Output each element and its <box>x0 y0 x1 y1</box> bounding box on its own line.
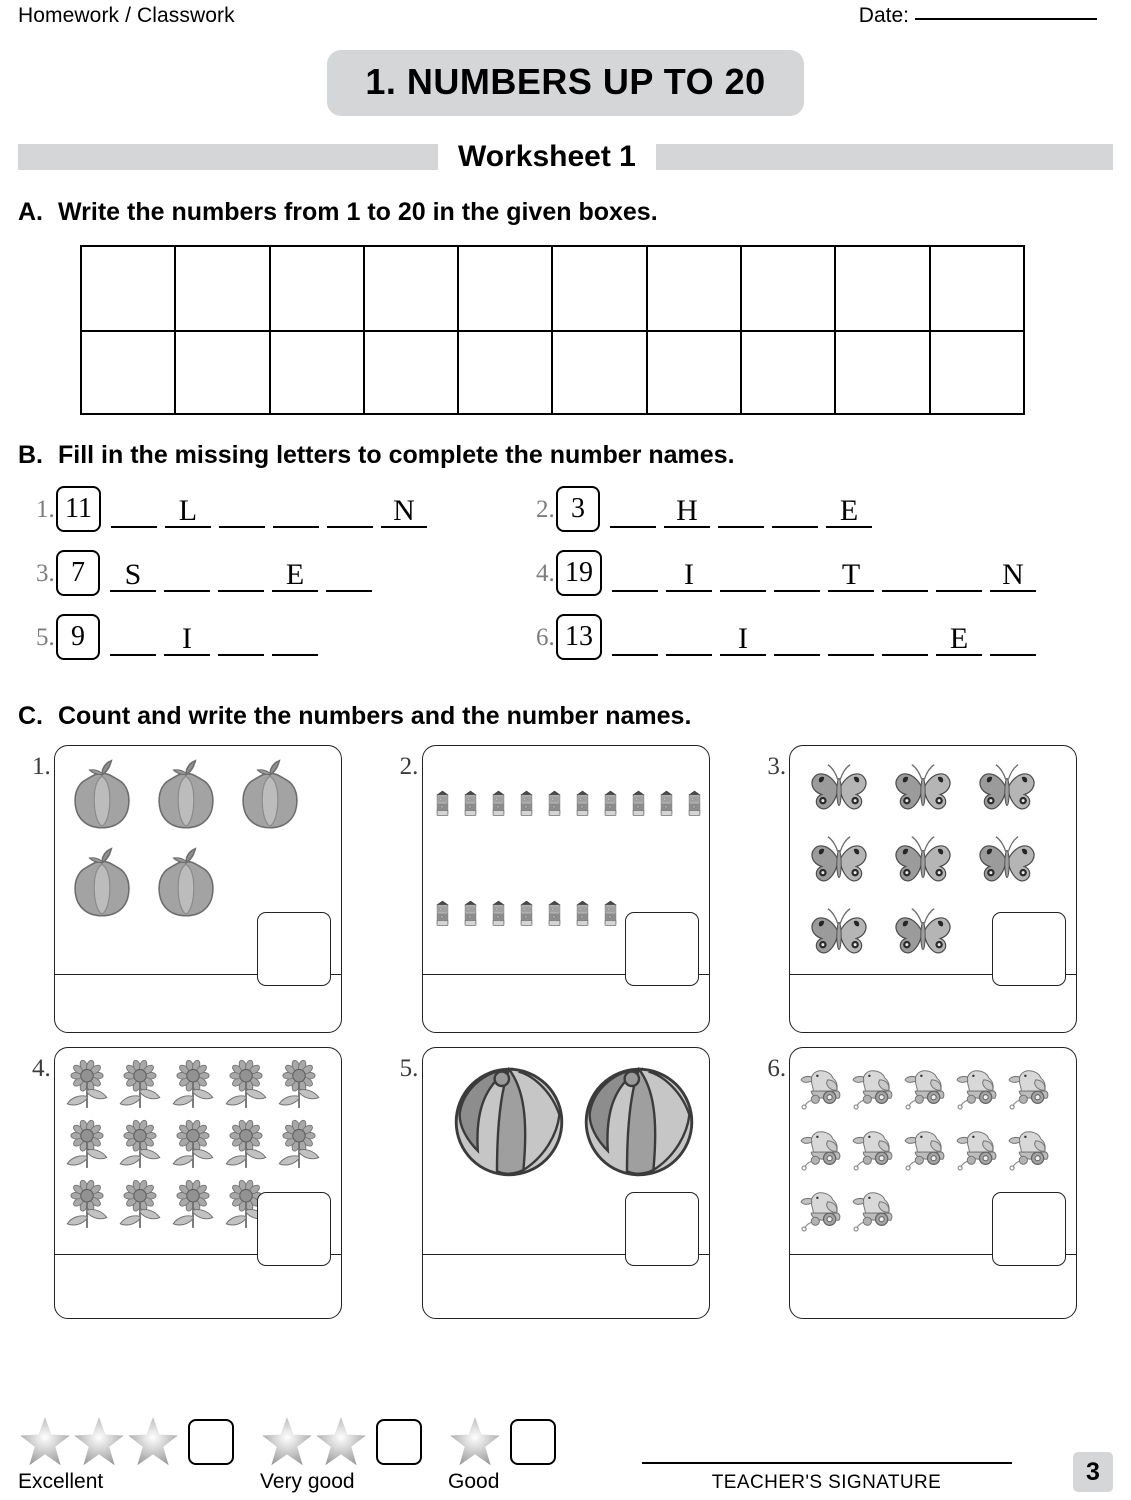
letter-blank[interactable] <box>718 486 764 528</box>
toy-duck-icon-instance <box>850 1117 901 1175</box>
number-badge: 7 <box>56 550 100 596</box>
letter-blank[interactable] <box>219 486 265 528</box>
grid-row <box>82 247 1023 330</box>
letter-given: E <box>936 614 982 656</box>
pencil-icon <box>541 750 568 858</box>
toy-duck-icon <box>954 1056 1005 1114</box>
worksheet-title: Worksheet 1 <box>458 140 636 173</box>
butterfly-icon-instance <box>800 756 878 818</box>
missing-letters-row <box>18 548 1113 612</box>
toy-duck-icon <box>850 1117 901 1175</box>
pencil-icon <box>653 750 680 858</box>
star-cluster <box>18 1415 180 1469</box>
number-cell[interactable] <box>269 247 363 330</box>
letter-blanks <box>110 612 318 656</box>
chapter-title: 1. NUMBERS UP TO 20 <box>327 50 803 116</box>
section-b-instruction: Fill in the missing letters to complete the number names. <box>58 441 735 469</box>
counting-item <box>753 745 1113 1033</box>
object-row <box>449 1062 709 1182</box>
sunflower-icon <box>167 1054 219 1114</box>
toy-duck-icon-instance <box>954 1056 1005 1114</box>
letter-blank[interactable] <box>774 550 820 592</box>
number-cell[interactable] <box>646 247 740 330</box>
rating-group <box>18 1415 582 1494</box>
letter-given: E <box>272 550 318 592</box>
missing-letters-item <box>18 548 518 596</box>
rating-stars <box>448 1415 556 1469</box>
letter-blank[interactable] <box>612 550 658 592</box>
item-index: 5. <box>36 624 55 651</box>
beach-ball-icon <box>579 1062 699 1182</box>
signature-line[interactable] <box>642 1462 1012 1464</box>
letter-blank[interactable] <box>720 550 766 592</box>
sunflower-icon-instance <box>61 1174 113 1234</box>
date-field-group <box>859 4 1113 28</box>
item-index: 6. <box>536 624 555 651</box>
sunflower-icon <box>114 1114 166 1174</box>
number-cell[interactable] <box>551 247 645 330</box>
item-index: 4. <box>536 560 555 587</box>
butterfly-icon-instance <box>968 756 1046 818</box>
item-index: 6. <box>767 1055 787 1082</box>
butterfly-icon <box>884 828 962 890</box>
numbers-grid <box>80 245 1025 415</box>
letter-blank[interactable] <box>828 614 874 656</box>
missing-letters-exercise <box>18 484 1113 676</box>
letter-given: S <box>110 550 156 592</box>
letter-blanks <box>612 612 1036 656</box>
sunflower-icon <box>273 1114 325 1174</box>
letter-blank[interactable] <box>882 614 928 656</box>
toy-duck-icon-instance <box>850 1178 901 1236</box>
sunflower-icon <box>114 1054 166 1114</box>
toy-duck-icon-instance <box>1006 1056 1057 1114</box>
butterfly-icon-instance <box>884 756 962 818</box>
rating-checkbox[interactable] <box>188 1419 234 1465</box>
page-number: 3 <box>1073 1452 1113 1492</box>
pencil-icon <box>457 750 484 858</box>
bell-pepper-icon-instance <box>63 752 141 838</box>
bell-pepper-icon <box>147 752 225 838</box>
letter-given: I <box>164 614 210 656</box>
pencil-icon <box>569 750 596 858</box>
sunflower-icon-instance <box>167 1174 219 1234</box>
sunflower-icon-instance <box>220 1054 272 1114</box>
star-icon <box>260 1415 314 1469</box>
number-cell[interactable] <box>929 247 1023 330</box>
counting-item <box>386 1047 746 1319</box>
pencil-icon-instance <box>513 860 540 968</box>
date-input-line[interactable] <box>915 18 1097 20</box>
counting-card <box>789 745 1077 1033</box>
sunflower-icon <box>273 1054 325 1114</box>
object-row <box>61 1054 341 1114</box>
number-cell[interactable] <box>363 247 457 330</box>
pencil-icon-instance <box>597 860 624 968</box>
bell-pepper-icon <box>63 840 141 926</box>
letter-given: L <box>165 486 211 528</box>
letter-given: N <box>381 486 427 528</box>
number-cell[interactable] <box>646 332 740 413</box>
letter-blank[interactable] <box>218 550 264 592</box>
number-cell[interactable] <box>740 332 834 413</box>
toy-duck-icon <box>954 1117 1005 1175</box>
letter-given: I <box>720 614 766 656</box>
rating-label: Excellent <box>18 1470 104 1493</box>
letter-blank[interactable] <box>273 486 319 528</box>
object-row <box>61 1114 341 1174</box>
letter-given: T <box>828 550 874 592</box>
number-badge: 9 <box>56 614 100 660</box>
letter-given: I <box>666 550 712 592</box>
sunflower-icon-instance <box>220 1114 272 1174</box>
counting-row <box>18 745 1113 1033</box>
toy-duck-icon-instance <box>798 1117 849 1175</box>
banner-bar-left <box>18 144 438 170</box>
pencil-icon-instance <box>681 750 708 858</box>
item-index: 2. <box>399 753 419 780</box>
worksheet-banner <box>18 142 1113 172</box>
butterfly-icon-instance <box>884 828 962 890</box>
toy-duck-icon-instance <box>798 1178 849 1236</box>
number-cell[interactable] <box>834 332 928 413</box>
sunflower-icon-instance <box>114 1054 166 1114</box>
toy-duck-icon-instance <box>1006 1117 1057 1175</box>
missing-letters-item <box>518 484 1113 532</box>
bell-pepper-icon <box>63 752 141 838</box>
sunflower-icon-instance <box>114 1174 166 1234</box>
rating-label: Very good <box>260 1470 355 1493</box>
pencil-icon-instance <box>429 860 456 968</box>
number-cell[interactable] <box>457 332 551 413</box>
letter-blank[interactable] <box>882 550 928 592</box>
banner-bar-right <box>656 144 1113 170</box>
number-answer-box[interactable] <box>992 912 1066 986</box>
sunflower-icon-instance <box>61 1054 113 1114</box>
toy-duck-icon <box>1006 1117 1057 1175</box>
number-badge: 13 <box>556 614 602 660</box>
signature-label: TEACHER'S SIGNATURE <box>711 1472 942 1493</box>
homework-classwork-label: Homework / Classwork <box>18 4 235 27</box>
pencil-icon-instance <box>429 750 456 858</box>
missing-letters-item <box>518 612 1113 660</box>
number-badge: 11 <box>56 486 101 532</box>
toy-duck-icon <box>1006 1056 1057 1114</box>
pencil-icon-instance <box>541 750 568 858</box>
counting-card <box>54 1047 342 1319</box>
butterfly-icon-instance <box>800 828 878 890</box>
bell-pepper-icon-instance <box>231 752 309 838</box>
toy-duck-icon-instance <box>902 1117 953 1175</box>
item-index: 4. <box>32 1055 51 1082</box>
missing-letters-row <box>18 484 1113 548</box>
sunflower-icon-instance <box>273 1054 325 1114</box>
missing-letters-item <box>518 548 1113 596</box>
section-b-letter: B. <box>18 441 43 469</box>
counting-card <box>422 1047 710 1319</box>
butterfly-icon <box>800 900 878 962</box>
toy-duck-icon <box>798 1117 849 1175</box>
star-icon <box>18 1415 72 1469</box>
missing-letters-row <box>18 612 1113 676</box>
bell-pepper-icon-instance <box>147 752 225 838</box>
number-cell[interactable] <box>82 247 174 330</box>
number-cell[interactable] <box>174 247 268 330</box>
star-icon <box>314 1415 368 1469</box>
teacher-signature-group <box>606 1462 1113 1494</box>
pencil-icon-instance <box>569 750 596 858</box>
sunflower-icon-instance <box>114 1114 166 1174</box>
section-c-heading <box>18 702 1113 731</box>
counting-exercise <box>18 745 1113 1319</box>
number-cell[interactable] <box>82 332 174 413</box>
item-index: 1. <box>36 496 55 523</box>
beach-ball-icon-instance <box>579 1062 699 1182</box>
number-badge: 19 <box>556 550 602 596</box>
letter-blank[interactable] <box>666 614 712 656</box>
letter-blanks <box>612 548 1036 592</box>
letter-blanks <box>110 548 372 592</box>
star-icon <box>126 1415 180 1469</box>
toy-duck-icon <box>850 1178 901 1236</box>
sunflower-icon-instance <box>167 1114 219 1174</box>
star-cluster <box>448 1415 502 1469</box>
sunflower-icon-instance <box>273 1114 325 1174</box>
letter-given: N <box>990 550 1036 592</box>
letter-given: E <box>826 486 872 528</box>
pencil-icon-instance <box>485 860 512 968</box>
pencil-icon <box>681 750 708 858</box>
missing-letters-item <box>18 484 518 532</box>
bell-pepper-icon <box>147 840 225 926</box>
pencil-icon-instance <box>625 750 652 858</box>
number-cell[interactable] <box>174 332 268 413</box>
letter-blanks <box>610 484 872 528</box>
object-row <box>800 828 1076 890</box>
item-index: 5. <box>399 1055 419 1082</box>
number-answer-box[interactable] <box>992 1192 1066 1266</box>
number-cell[interactable] <box>929 332 1023 413</box>
butterfly-icon <box>968 756 1046 818</box>
toy-duck-icon-instance <box>798 1056 849 1114</box>
number-cell[interactable] <box>363 332 457 413</box>
chapter-title-container <box>18 50 1113 116</box>
toy-duck-icon <box>902 1056 953 1114</box>
beach-ball-icon <box>449 1062 569 1182</box>
pencil-icon <box>429 860 456 968</box>
counting-item <box>18 1047 378 1319</box>
rating-option <box>448 1415 556 1494</box>
bell-pepper-icon-instance <box>147 840 225 926</box>
missing-letters-item <box>18 612 518 660</box>
letter-blank[interactable] <box>218 614 264 656</box>
pencil-icon <box>541 860 568 968</box>
butterfly-icon <box>800 828 878 890</box>
pencil-icon <box>513 860 540 968</box>
butterfly-icon <box>884 900 962 962</box>
rating-checkbox[interactable] <box>510 1419 556 1465</box>
letter-blank[interactable] <box>612 614 658 656</box>
pencil-icon <box>597 860 624 968</box>
object-row <box>800 756 1076 818</box>
sunflower-icon <box>61 1174 113 1234</box>
pencil-icon <box>513 750 540 858</box>
rating-label: Good <box>448 1470 500 1493</box>
sunflower-icon <box>167 1174 219 1234</box>
counting-card <box>422 745 710 1033</box>
rating-stars <box>260 1415 422 1469</box>
number-cell[interactable] <box>269 332 363 413</box>
pencil-icon-instance <box>653 750 680 858</box>
pencil-icon <box>485 860 512 968</box>
section-c-instruction: Count and write the numbers and the number names. <box>58 702 692 730</box>
letter-given: H <box>664 486 710 528</box>
sunflower-icon <box>61 1114 113 1174</box>
rating-option <box>260 1415 422 1494</box>
counting-row <box>18 1047 1113 1319</box>
letter-blank[interactable] <box>774 614 820 656</box>
beach-ball-icon-instance <box>449 1062 569 1182</box>
number-cell[interactable] <box>457 247 551 330</box>
counting-card <box>54 745 342 1033</box>
pencil-icon-instance <box>513 750 540 858</box>
letter-blanks <box>111 484 427 528</box>
toy-duck-icon <box>850 1056 901 1114</box>
rating-stars <box>18 1415 234 1469</box>
item-index: 2. <box>536 496 555 523</box>
date-label: Date: <box>858 4 909 27</box>
letter-blank[interactable] <box>936 550 982 592</box>
object-row <box>798 1117 1076 1175</box>
sunflower-icon <box>61 1054 113 1114</box>
toy-duck-icon-instance <box>954 1117 1005 1175</box>
number-answer-box[interactable] <box>257 912 331 986</box>
number-cell[interactable] <box>551 332 645 413</box>
letter-blank[interactable] <box>110 614 156 656</box>
sunflower-icon-instance <box>167 1054 219 1114</box>
counting-card <box>789 1047 1077 1319</box>
letter-blank[interactable] <box>772 486 818 528</box>
butterfly-icon-instance <box>800 900 878 962</box>
star-icon <box>72 1415 126 1469</box>
letter-blank[interactable] <box>990 614 1036 656</box>
counting-item <box>753 1047 1113 1319</box>
section-a-heading <box>18 198 1113 227</box>
bell-pepper-icon <box>231 752 309 838</box>
item-index: 1. <box>32 753 51 780</box>
number-cell[interactable] <box>740 247 834 330</box>
star-cluster <box>260 1415 368 1469</box>
counting-item <box>18 745 378 1033</box>
sunflower-icon <box>220 1114 272 1174</box>
butterfly-icon <box>968 828 1046 890</box>
item-index: 3. <box>36 560 55 587</box>
number-cell[interactable] <box>834 247 928 330</box>
butterfly-icon <box>884 756 962 818</box>
toy-duck-icon <box>798 1178 849 1236</box>
sunflower-icon <box>167 1114 219 1174</box>
pencil-icon-instance <box>457 860 484 968</box>
letter-blank[interactable] <box>111 486 157 528</box>
pencil-icon <box>457 860 484 968</box>
number-answer-box[interactable] <box>625 912 699 986</box>
star-icon <box>448 1415 502 1469</box>
bell-pepper-icon-instance <box>63 840 141 926</box>
object-row <box>429 750 709 858</box>
number-badge: 3 <box>556 486 600 532</box>
number-answer-box[interactable] <box>257 1192 331 1266</box>
sunflower-icon <box>114 1174 166 1234</box>
pencil-icon-instance <box>569 860 596 968</box>
pencil-icon-instance <box>485 750 512 858</box>
pencil-icon-instance <box>597 750 624 858</box>
letter-blank[interactable] <box>610 486 656 528</box>
toy-duck-icon-instance <box>902 1056 953 1114</box>
butterfly-icon-instance <box>968 828 1046 890</box>
pencil-icon-instance <box>541 860 568 968</box>
butterfly-icon-instance <box>884 900 962 962</box>
grid-row <box>82 330 1023 413</box>
letter-blank[interactable] <box>272 614 318 656</box>
butterfly-icon <box>800 756 878 818</box>
section-b-heading <box>18 441 1113 470</box>
toy-duck-icon <box>798 1056 849 1114</box>
pencil-icon <box>429 750 456 858</box>
sunflower-icon-instance <box>61 1114 113 1174</box>
page-footer <box>18 1415 1113 1494</box>
toy-duck-icon <box>902 1117 953 1175</box>
page-header <box>18 0 1113 28</box>
item-index: 3. <box>767 753 787 780</box>
object-row <box>63 752 341 838</box>
pencil-icon-instance <box>457 750 484 858</box>
section-a-instruction: Write the numbers from 1 to 20 in the given boxes. <box>58 198 658 226</box>
pencil-icon <box>597 750 624 858</box>
counting-item <box>386 745 746 1033</box>
pencil-icon <box>625 750 652 858</box>
letter-blank[interactable] <box>164 550 210 592</box>
rating-option <box>18 1415 234 1494</box>
rating-checkbox[interactable] <box>376 1419 422 1465</box>
sunflower-icon <box>220 1054 272 1114</box>
toy-duck-icon-instance <box>850 1056 901 1114</box>
object-row <box>798 1056 1076 1114</box>
section-c-letter: C. <box>18 702 43 730</box>
number-answer-box[interactable] <box>625 1192 699 1266</box>
pencil-icon <box>569 860 596 968</box>
letter-blank[interactable] <box>327 486 373 528</box>
letter-blank[interactable] <box>326 550 372 592</box>
pencil-icon <box>485 750 512 858</box>
section-a-letter: A. <box>18 198 43 226</box>
